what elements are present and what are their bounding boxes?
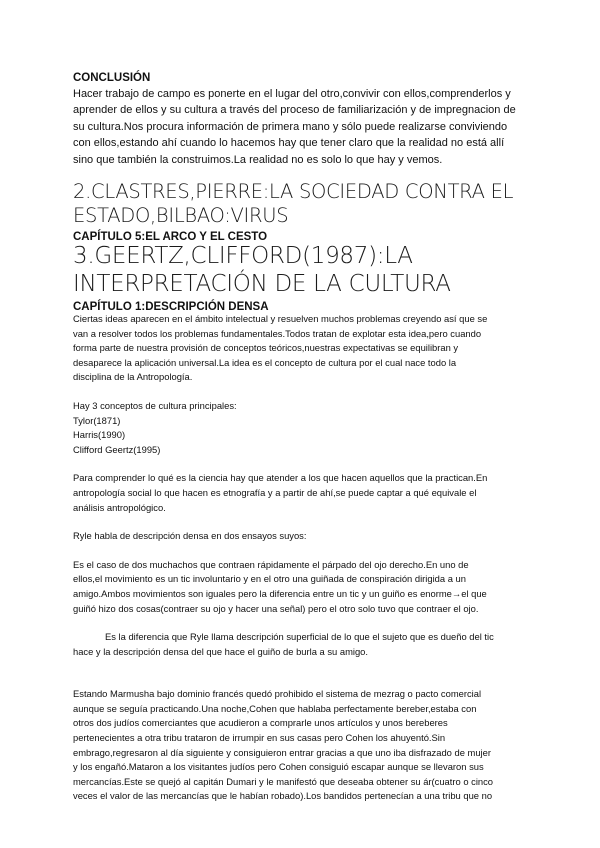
conclusion-paragraph (73, 86, 533, 168)
title-line: 3.GEERTZ,CLIFFORD(1987):LA (73, 243, 413, 269)
text-line: análisis antropológico. (73, 501, 166, 513)
text-line: hace y la descripción densa del que hace el guiño de burla a su amigo. (73, 645, 368, 657)
text-line: Es la diferencia que Ryle llama descripción superficial de lo que el sujeto que es dueño del tic (105, 631, 494, 643)
geertz-chapter: CAPÍTULO 1:DESCRIPCIÓN DENSA (73, 301, 269, 313)
text-line: sino que también la construimos.La realidad no es solo lo que hay y vemos. (73, 153, 443, 166)
text-line: amigo.Ambos movimientos son iguales pero la diferencia entre un tic y un guiño es enorme→el que (73, 587, 487, 599)
list-intro: Hay 3 conceptos de cultura principales: (73, 399, 237, 411)
text-line: Ryle habla de descripción densa en dos ensayos suyos: (73, 530, 307, 542)
text-line: aunque se seguía practicando.Una noche,Cohen que hablaba perfectamente bereber,estaba con (73, 702, 477, 714)
geertz-body (73, 312, 535, 804)
title-line: INTERPRETACIÓN DE LA CULTURA (73, 271, 451, 297)
paragraph-3 (73, 529, 535, 544)
text-line: Estando Marmusha bajo dominio francés quedó prohibido el sistema de mezrag o pacto comercial (73, 688, 482, 700)
text-line: Para comprender lo qué es la ciencia hay que atender a los que hacen aquellos que la practican.En (73, 472, 488, 484)
text-line: embrago,regresaron al día siguiente y consiguieron entrar gracias a que uno iba disfrazado de mujer (73, 746, 491, 758)
conclusion-heading: CONCLUSIÓN (73, 72, 151, 84)
clastres-section (73, 180, 553, 244)
title-line: ESTADO,BILBAO:VIRUS (73, 204, 289, 227)
paragraph-1 (73, 312, 535, 385)
paragraph-4 (73, 558, 535, 616)
text-line: veces el valor de las mercancías que le habían robado).Los bandidos pertenecían a una tribu que no (73, 790, 493, 802)
text-line: Ciertas ideas aparecen en el ámbito intelectual y resuelven muchos problemas creyendo así que se (73, 313, 488, 324)
text-line: Es el caso de dos muchachos que contraen rápidamente el párpado del ojo derecho.En uno de (73, 558, 469, 570)
clastres-title (73, 180, 553, 228)
paragraph-2 (73, 471, 535, 515)
title-line: 2.CLASTRES,PIERRE:LA SOCIEDAD CONTRA EL (73, 180, 514, 203)
text-line: su cultura.Nos procura información de primera mano y sólo puede realizarse conviviendo (73, 120, 508, 133)
geertz-section (73, 242, 553, 314)
culture-concepts-list (73, 399, 535, 457)
paragraph-6 (73, 687, 535, 804)
text-line: guiñó hizo dos cosas(contraer su ojo y hacer una señal) pero el otro solo tuvo que contraer el ojo. (73, 602, 479, 614)
text-line: ellos,el movimiento es un tic involuntario y en el otro una guiñada de conspiración dirigida a un (73, 573, 466, 585)
text-line: Hacer trabajo de campo es ponerte en el lugar del otro,convivir con ellos,comprenderlos y (73, 88, 511, 100)
text-line: con ellos,estando ahí cuando lo hacemos hay que tener claro que la realidad no está allí (73, 137, 505, 150)
geertz-title (73, 242, 553, 298)
paragraph-5 (73, 630, 535, 659)
text-line: pertenecientes a otra tribu trataron de irrumpir en sus casas pero Cohen los ahuyentó.Sin (73, 732, 446, 744)
text-line: y los engañó.Mataron a los visitantes judíos pero Cohen consiguió escapar aunque se llevaron sus (73, 761, 484, 773)
list-item: Clifford Geertz(1995) (73, 443, 161, 455)
text-line: disciplina de la Antropología. (73, 371, 193, 383)
list-item: Harris(1990) (73, 429, 126, 441)
text-line: mercancías.Este se quejó al capitán Dumari y le manifestó que deseaba obtener su ár(cuatro o cinco (73, 775, 494, 787)
text-line: antropología social lo que hacen es etnografía y a partir de ahí,se puede captar a qué equivale el (73, 486, 477, 498)
clastres-chapter: CAPÍTULO 5:EL ARCO Y EL CESTO (73, 231, 268, 243)
text-line: otros dos judíos comerciantes que acudieron a comprarle unos artículos y unos bereberes (73, 717, 448, 729)
list-item: Tylor(1871) (73, 414, 121, 426)
text-line: desaparece la aplicación universal.La idea es el concepto de cultura por el cual nace todo la (73, 356, 457, 368)
text-line: forma parte de nuestra provisión de conceptos teóricos,nuestras expectativas se equilibran y (73, 342, 459, 354)
conclusion-section (73, 71, 533, 168)
text-line: aprender de ellos y su cultura a través del proceso de familiarización y de impregnacion de (73, 104, 516, 117)
text-line: van a resolver todos los problemas fundamentales.Todos tratan de explotar esta idea,pero cuando (73, 327, 482, 339)
